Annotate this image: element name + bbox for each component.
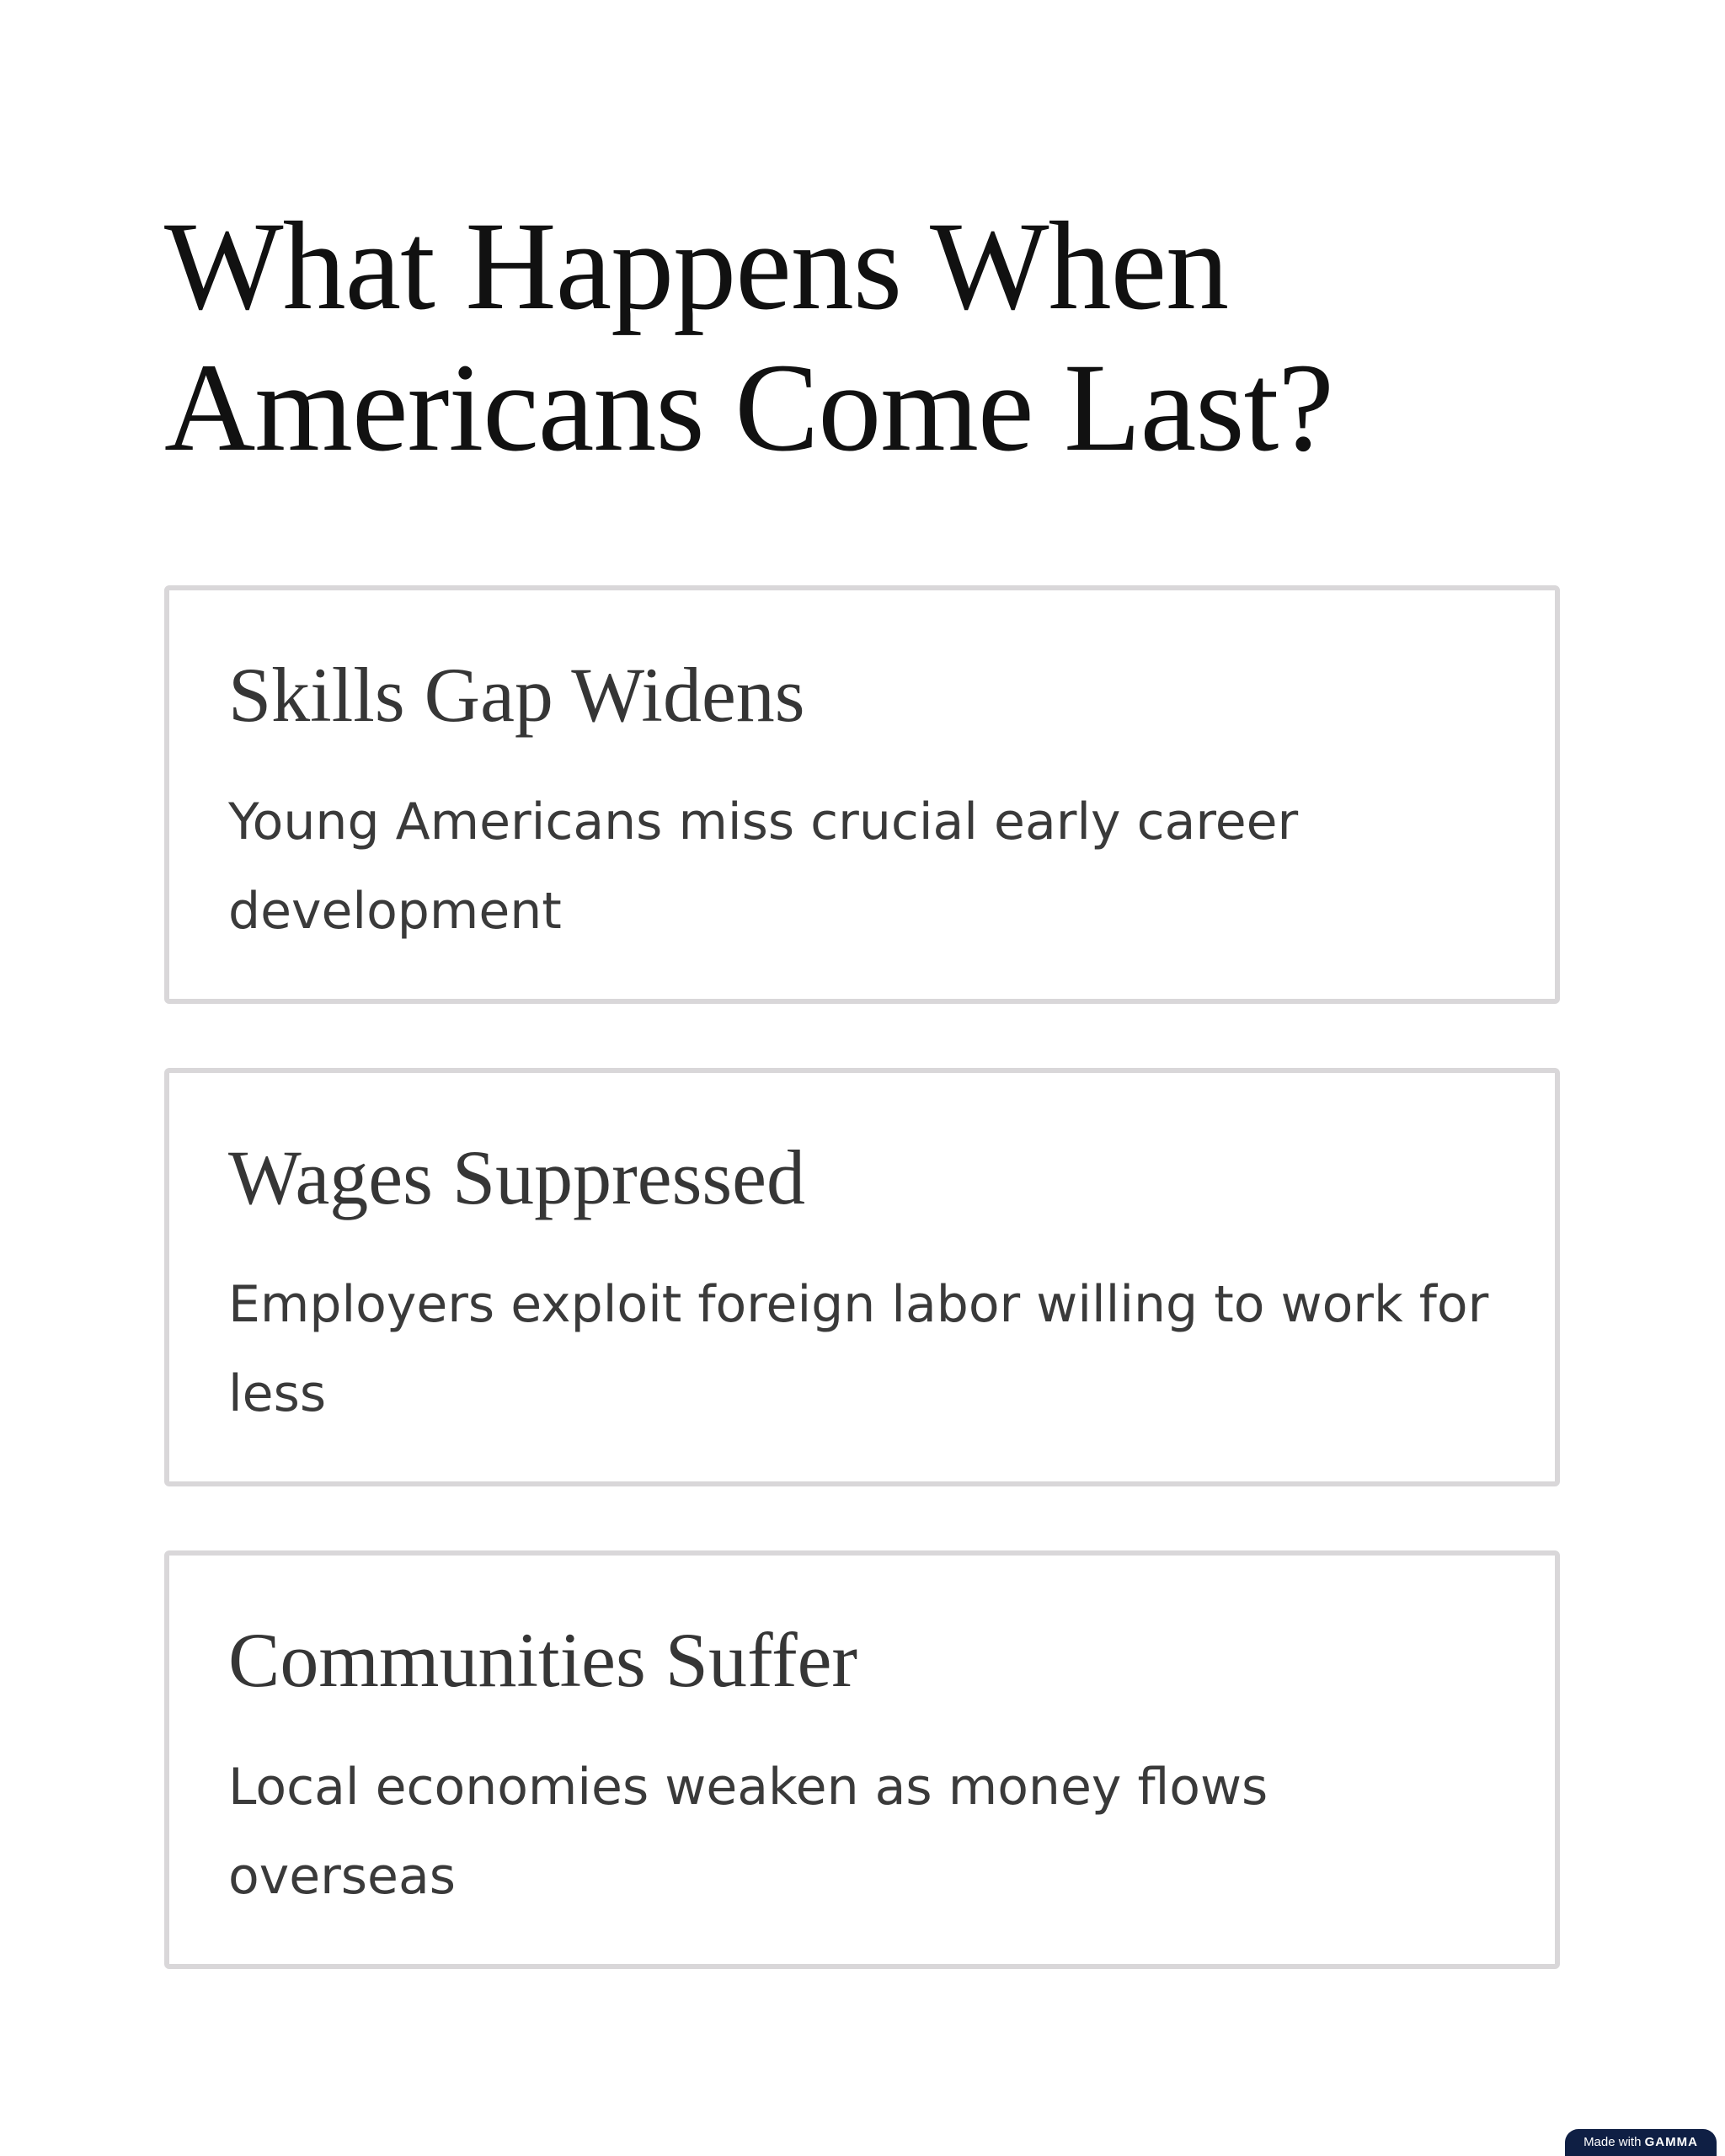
card-wages-suppressed bbox=[164, 1068, 1560, 1486]
card-body: Young Americans miss crucial early career development bbox=[228, 792, 1299, 941]
card-heading: Skills Gap Widens bbox=[228, 652, 805, 738]
made-with-gamma-badge[interactable] bbox=[1565, 2129, 1717, 2156]
page-title: What Happens When Americans Come Last? bbox=[164, 196, 1333, 478]
badge-prefix: Made with bbox=[1583, 2135, 1642, 2149]
card-heading: Wages Suppressed bbox=[228, 1134, 806, 1220]
card-communities-suffer bbox=[164, 1550, 1560, 1969]
gamma-logo: GAMMA bbox=[1644, 2135, 1698, 2149]
card-heading: Communities Suffer bbox=[228, 1617, 858, 1703]
card-skills-gap bbox=[164, 585, 1560, 1004]
card-body: Employers exploit foreign labor willing to work for less bbox=[228, 1275, 1489, 1423]
card-body: Local economies weaken as money flows overseas bbox=[228, 1758, 1268, 1906]
